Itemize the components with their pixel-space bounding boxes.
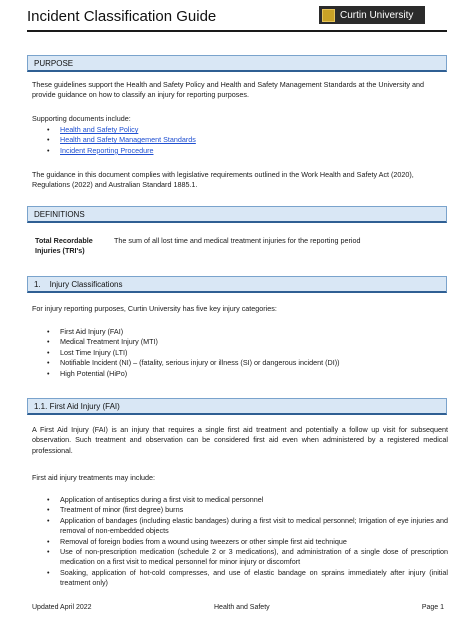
section-heading-first-aid-injury: 1.1. First Aid Injury (FAI) (27, 398, 447, 415)
section-heading-definitions: DEFINITIONS (27, 206, 447, 223)
first-aid-description: A First Aid Injury (FAI) is an injury that requires a single first aid treatment and potentially a follow up visit for subsequent observation. Such treatment and observation can be considered first aid even when administered by a registered medical professional. (32, 425, 448, 455)
first-aid-treatments-label: First aid injury treatments may include: (32, 473, 156, 482)
list-item (32, 125, 448, 135)
purpose-intro: These guidelines support the Health and Safety Policy and Health and Safety Management Standards at the University and provide guidance on how to classify an injury for reporting purposes. (32, 80, 424, 100)
list-item: • Soaking, application of hot-cold compresses, and use of elastic bandage on sprains immediately after injury (initial treatment only) (32, 568, 448, 589)
footer-department: Health and Safety (214, 604, 270, 611)
definition-description: The sum of all lost time and medical treatment injuries for the reporting period (114, 236, 361, 245)
list-item (32, 135, 448, 145)
supporting-documents-list (32, 125, 448, 156)
title-divider (27, 30, 447, 32)
injury-categories-intro: For injury reporting purposes, Curtin University has five key injury categories: (32, 304, 277, 313)
list-item: • Use of non-prescription medication (schedule 2 or 3 medications), and administration of a single dose of prescription medication on a first visit to medical personnel for minor injury or discomfort (32, 547, 448, 568)
section-heading-injury-classifications: 1. Injury Classifications (27, 276, 447, 293)
logo-text: Curtin University (340, 9, 414, 21)
supporting-documents-label: Supporting documents include: (32, 114, 131, 123)
section-heading-purpose: PURPOSE (27, 55, 447, 72)
footer-updated-date: Updated April 2022 (32, 604, 92, 611)
university-logo (319, 6, 425, 24)
document-title: Incident Classification Guide (27, 8, 217, 25)
list-item: • Medical Treatment Injury (MTI) (32, 337, 448, 347)
list-item (32, 146, 448, 156)
list-item: • Treatment of minor (first degree) burns (32, 505, 448, 515)
footer-page-number: Page 1 (421, 604, 444, 611)
list-item: • Lost Time Injury (LTI) (32, 348, 448, 358)
crest-icon (322, 9, 335, 22)
link-health-safety-policy[interactable]: Health and Safety Policy (60, 125, 139, 134)
link-incident-reporting-procedure[interactable]: Incident Reporting Procedure (60, 145, 154, 155)
list-item: • Removal of foreign bodies from a wound using tweezers or other simple first aid technique (32, 537, 448, 547)
first-aid-treatments-list (32, 495, 448, 589)
link-health-safety-standards[interactable]: Health and Safety Management Standards (60, 135, 196, 145)
list-item: • Application of antiseptics during a first visit to medical personnel (32, 495, 448, 505)
list-item: • Application of bandages (including elastic bandages) during a first visit to medical personnel; Irrigation of eye injuries and removal of non-embedded objects (32, 516, 448, 537)
definition-term: Total Recordable Injuries (TRI's) (35, 236, 93, 255)
compliance-text: The guidance in this document complies with legislative requirements outlined in the Work Health and Safety Act (2020), Regulations (2022) and Australian Standard 1885.1. (32, 170, 414, 190)
injury-categories-list (32, 327, 448, 379)
list-item: • High Potential (HiPo) (32, 369, 448, 379)
list-item: • Notifiable Incident (NI) – (fatality, serious injury or illness (SI) or dangerous incident (DI)) (32, 358, 448, 368)
list-item: • First Aid Injury (FAI) (32, 327, 448, 337)
